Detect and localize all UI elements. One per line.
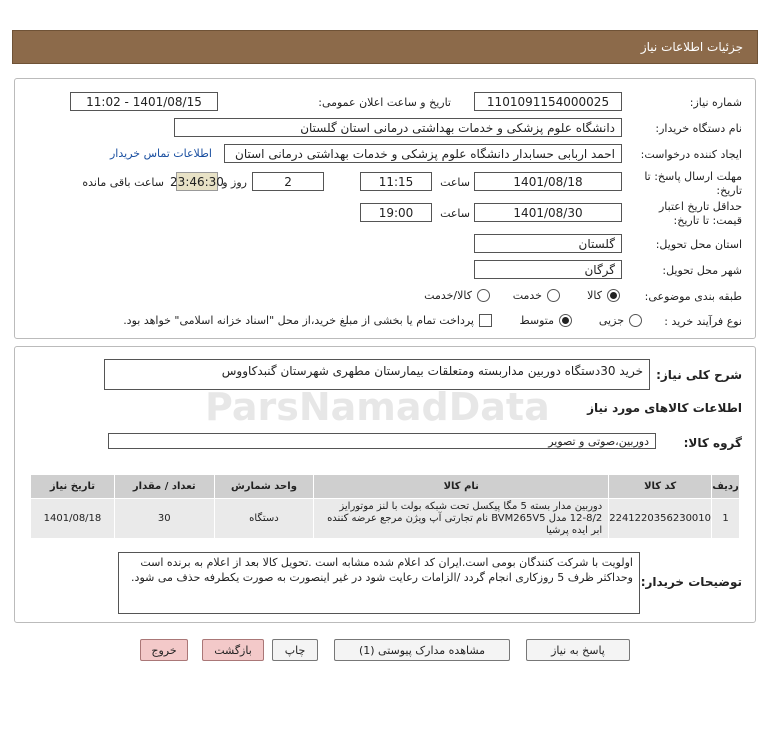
delivery-city-field: گرگان xyxy=(474,260,622,279)
buyer-org-field: دانشگاه علوم پزشکی و خدمات بهداشتی درمانی استان گلستان xyxy=(174,118,622,137)
reply-date-field: 1401/08/18 xyxy=(474,172,622,191)
delivery-province-field: گلستان xyxy=(474,234,622,253)
page-header xyxy=(12,30,758,64)
column-header-quantity: تعداد / مقدار xyxy=(114,475,214,499)
price-validity-label-1: حداقل تاریخ اعتبار xyxy=(658,200,742,213)
price-validity-time-field: 19:00 xyxy=(360,203,432,222)
process-type-label: نوع فرآیند خرید : xyxy=(664,315,742,328)
buyer-notes-label: توضیحات خریدار: xyxy=(640,575,742,589)
delivery-city-label: شهر محل تحویل: xyxy=(662,264,742,277)
reply-time-field: 11:15 xyxy=(360,172,432,191)
buyer-contact-link[interactable]: اطلاعات تماس خریدار xyxy=(110,147,212,160)
reply-deadline-label-2: تاریخ: xyxy=(716,184,742,197)
print-button[interactable]: چاپ xyxy=(272,639,318,661)
reply-deadline-label-1: مهلت ارسال پاسخ: تا xyxy=(644,170,742,183)
delivery-province-label: استان محل تحویل: xyxy=(655,238,742,251)
description-label: شرح کلی نیاز: xyxy=(656,368,742,382)
radio-icon[interactable] xyxy=(477,289,490,302)
requester-label: ایجاد کننده درخواست: xyxy=(640,148,742,161)
cell-name: دوربین مدار بسته 5 مگا پیکسل تحت شبکه بولت با لنز موتورایز 8/2-12 مدل BVM265V5 نام تجارتی آپ ویژن مرجع عرضه کننده ابر ایده پرشیا xyxy=(314,499,609,539)
treasury-payment-option[interactable]: پرداخت تمام یا بخشی از مبلغ خرید،از محل "اسناد خزانه اسلامی" خواهد بود. xyxy=(123,314,492,327)
radio-icon[interactable] xyxy=(547,289,560,302)
requester-field: احمد اربابی حسابدار دانشگاه علوم پزشکی و خدمات بهداشتی درمانی استان xyxy=(224,144,622,163)
radio-icon[interactable] xyxy=(607,289,620,302)
need-number-field: 1101091154000025 xyxy=(474,92,622,111)
column-header-name: نام کالا xyxy=(314,475,609,499)
goods-group-field: دوربین،صوتی و تصویر xyxy=(108,433,656,449)
cell-unit: دستگاه xyxy=(214,499,314,539)
cell-code: 2241220356230010 xyxy=(609,499,712,539)
announce-datetime-field: 1401/08/15 - 11:02 xyxy=(70,92,218,111)
process-option-medium[interactable]: متوسط xyxy=(519,314,572,327)
price-validity-date-field: 1401/08/30 xyxy=(474,203,622,222)
table-header-row xyxy=(31,475,740,499)
checkbox-icon[interactable] xyxy=(479,314,492,327)
remaining-time-field: 23:46:30 xyxy=(176,172,218,191)
price-validity-time-label: ساعت xyxy=(440,207,470,220)
reply-time-label: ساعت xyxy=(440,176,470,189)
back-button[interactable]: بازگشت xyxy=(202,639,264,661)
category-option-goods[interactable]: کالا xyxy=(587,289,620,302)
column-header-need-date: تاریخ نیاز xyxy=(31,475,115,499)
exit-button[interactable]: خروج xyxy=(140,639,188,661)
cell-need-date: 1401/08/18 xyxy=(31,499,115,539)
page-title: جزئیات اطلاعات نیاز xyxy=(640,40,743,54)
radio-icon[interactable] xyxy=(559,314,572,327)
column-header-index: ردیف xyxy=(712,475,740,499)
goods-group-label: گروه کالا: xyxy=(683,436,742,450)
category-label: طبقه بندی موضوعی: xyxy=(644,290,742,303)
cell-quantity: 30 xyxy=(114,499,214,539)
announce-datetime-label: تاریخ و ساعت اعلان عمومی: xyxy=(318,96,451,109)
column-header-code: کد کالا xyxy=(609,475,712,499)
reply-days-label: روز و xyxy=(222,176,247,189)
buyer-notes-field: اولویت با شرکت کنندگان بومی است.ایران کد اعلام شده مشابه است .تحویل کالا بعد از اعلام به برنده است وحداکثر ظرف 5 روزکاری انجام گردد /الزامات رعایت شود در غیر اینصورت به صورت یکطرفه حذف می شود. xyxy=(118,552,640,614)
reply-days-field: 2 xyxy=(252,172,324,191)
process-option-minor[interactable]: جزیی xyxy=(599,314,642,327)
buyer-org-label: نام دستگاه خریدار: xyxy=(655,122,742,135)
price-validity-label-2: قیمت: تا تاریخ: xyxy=(673,214,742,227)
goods-table xyxy=(30,474,740,539)
description-field: خرید 30دستگاه دوربین مداربسته ومتعلقات بیمارستان مطهری شهرستان گنبدکاووس xyxy=(104,359,650,390)
column-header-unit: واحد شمارش xyxy=(214,475,314,499)
table-row xyxy=(31,499,740,539)
category-option-goods-service[interactable]: کالا/خدمت xyxy=(424,289,490,302)
reply-button[interactable]: پاسخ به نیاز xyxy=(526,639,630,661)
goods-section-title: اطلاعات کالاهای مورد نیاز xyxy=(587,401,742,415)
need-number-label: شماره نیاز: xyxy=(689,96,742,109)
category-option-service[interactable]: خدمت xyxy=(513,289,560,302)
view-documents-button[interactable]: مشاهده مدارک پیوستی (1) xyxy=(334,639,510,661)
remaining-time-label: ساعت باقی مانده xyxy=(82,176,164,189)
cell-index: 1 xyxy=(712,499,740,539)
radio-icon[interactable] xyxy=(629,314,642,327)
